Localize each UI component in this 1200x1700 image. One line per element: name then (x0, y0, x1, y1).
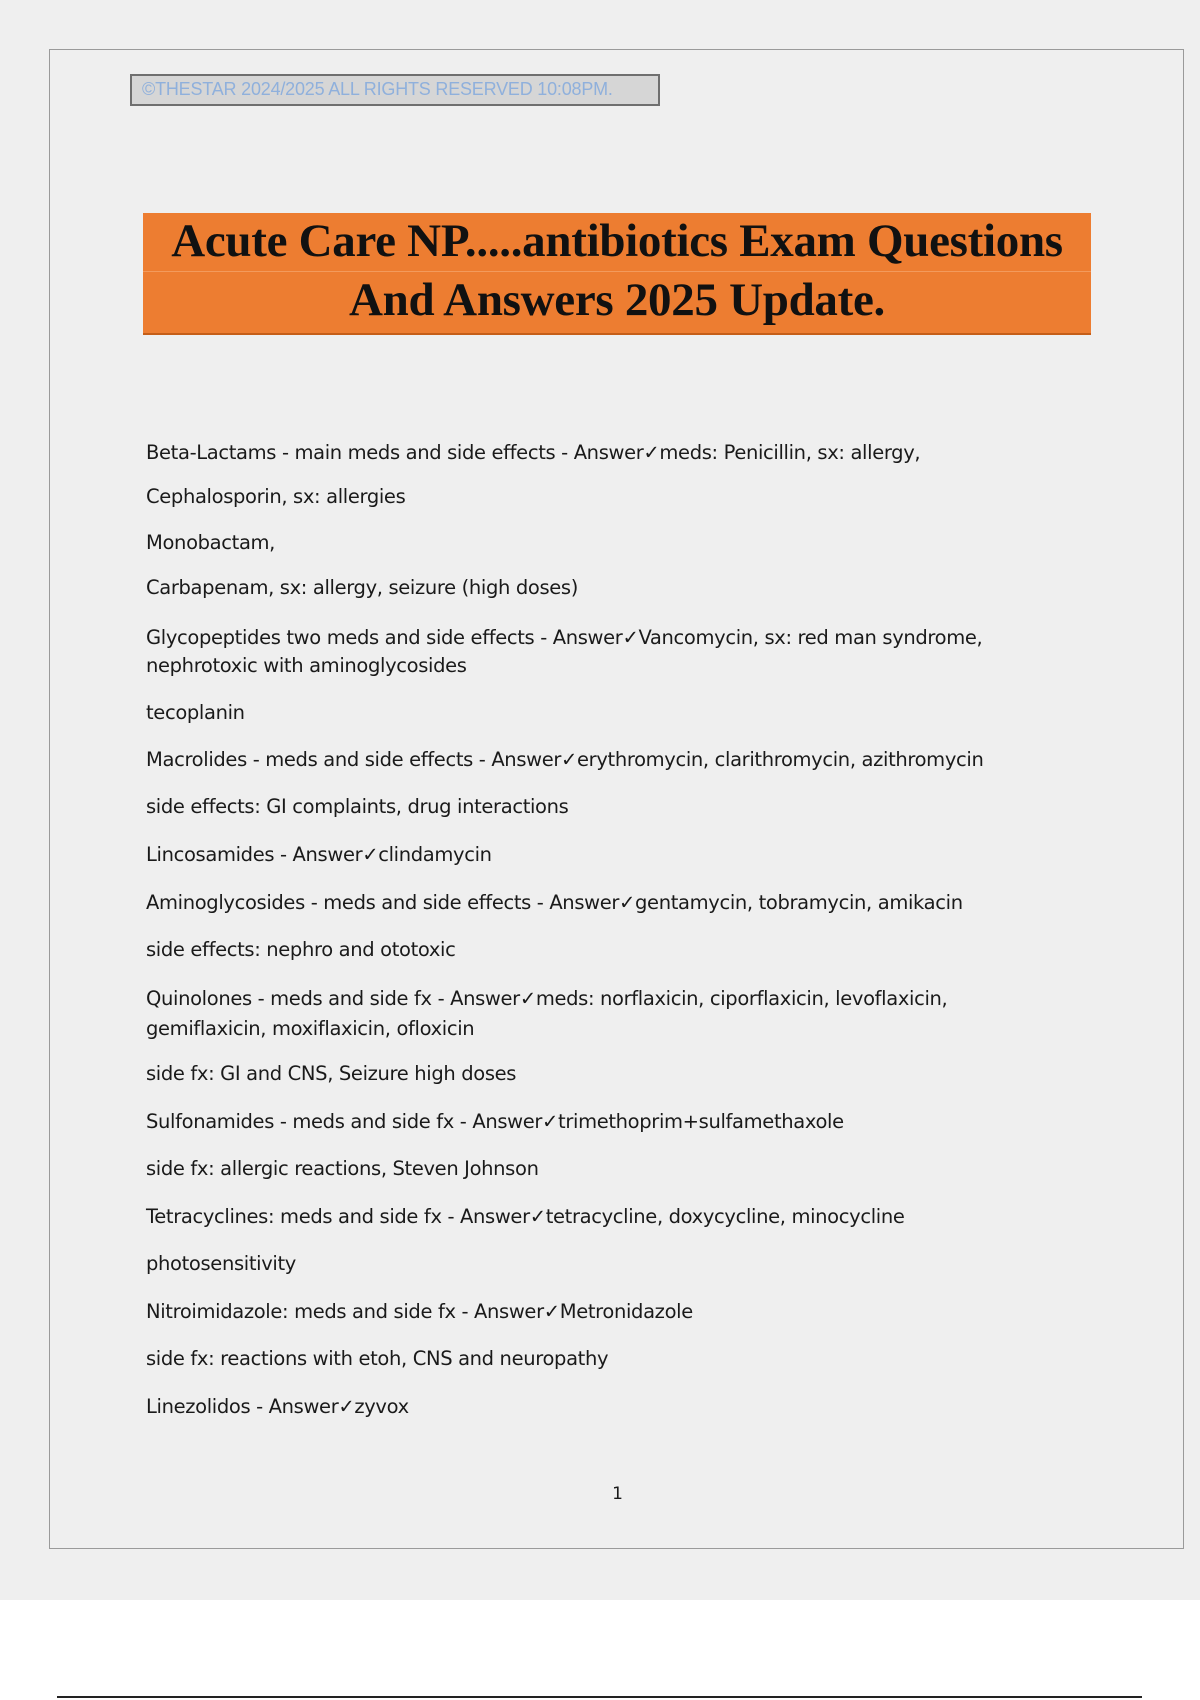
text-line: Macrolides - meds and side effects - Answer✓erythromycin, clarithromycin, azithromycin (146, 748, 984, 771)
page-title-line-1: Acute Care NP.....antibiotics Exam Questions (171, 215, 1063, 267)
title-divider (143, 271, 1091, 272)
text-line: Linezolidos - Answer✓zyvox (146, 1395, 409, 1418)
text-line: Lincosamides - Answer✓clindamycin (146, 843, 492, 866)
text-line: side fx: allergic reactions, Steven Johnson (146, 1157, 539, 1180)
title-banner (143, 213, 1091, 335)
document-page (49, 49, 1184, 1549)
copyright-box (130, 74, 660, 106)
text-line: Beta-Lactams - main meds and side effects - Answer✓meds: Penicillin, sx: allergy, (146, 441, 921, 464)
text-line: Aminoglycosides - meds and side effects - Answer✓gentamycin, tobramycin, amikacin (146, 891, 963, 914)
text-line: side fx: GI and CNS, Seizure high doses (146, 1062, 517, 1085)
text-line: Glycopeptides two meds and side effects - Answer✓Vancomycin, sx: red man syndrome, (146, 626, 983, 649)
text-line: photosensitivity (146, 1252, 296, 1275)
text-line: gemiflaxicin, moxiflaxicin, ofloxicin (146, 1017, 475, 1040)
text-line: Cephalosporin, sx: allergies (146, 485, 406, 508)
text-line: side effects: nephro and ototoxic (146, 938, 456, 961)
text-line: tecoplanin (146, 701, 245, 724)
page-number: 1 (612, 1484, 623, 1504)
text-line: Quinolones - meds and side fx - Answer✓meds: norflaxicin, ciporflaxicin, levoflaxicin, (146, 987, 948, 1010)
text-line: nephrotoxic with aminoglycosides (146, 654, 467, 677)
text-line: side fx: reactions with etoh, CNS and neuropathy (146, 1347, 609, 1370)
text-line: Carbapenam, sx: allergy, seizure (high doses) (146, 576, 578, 599)
bottom-divider (57, 1696, 1142, 1698)
page-title-line-2: And Answers 2025 Update. (349, 274, 885, 326)
text-line: Nitroimidazole: meds and side fx - Answer✓Metronidazole (146, 1300, 693, 1323)
text-line: Monobactam, (146, 531, 276, 554)
copyright-text: ©THESTAR 2024/2025 ALL RIGHTS RESERVED 10:08PM. (142, 79, 613, 99)
text-line: Sulfonamides - meds and side fx - Answer✓trimethoprim+sulfamethaxole (146, 1110, 844, 1133)
text-line: side effects: GI complaints, drug interactions (146, 795, 569, 818)
text-line: Tetracyclines: meds and side fx - Answer✓tetracycline, doxycycline, minocycline (146, 1205, 905, 1228)
